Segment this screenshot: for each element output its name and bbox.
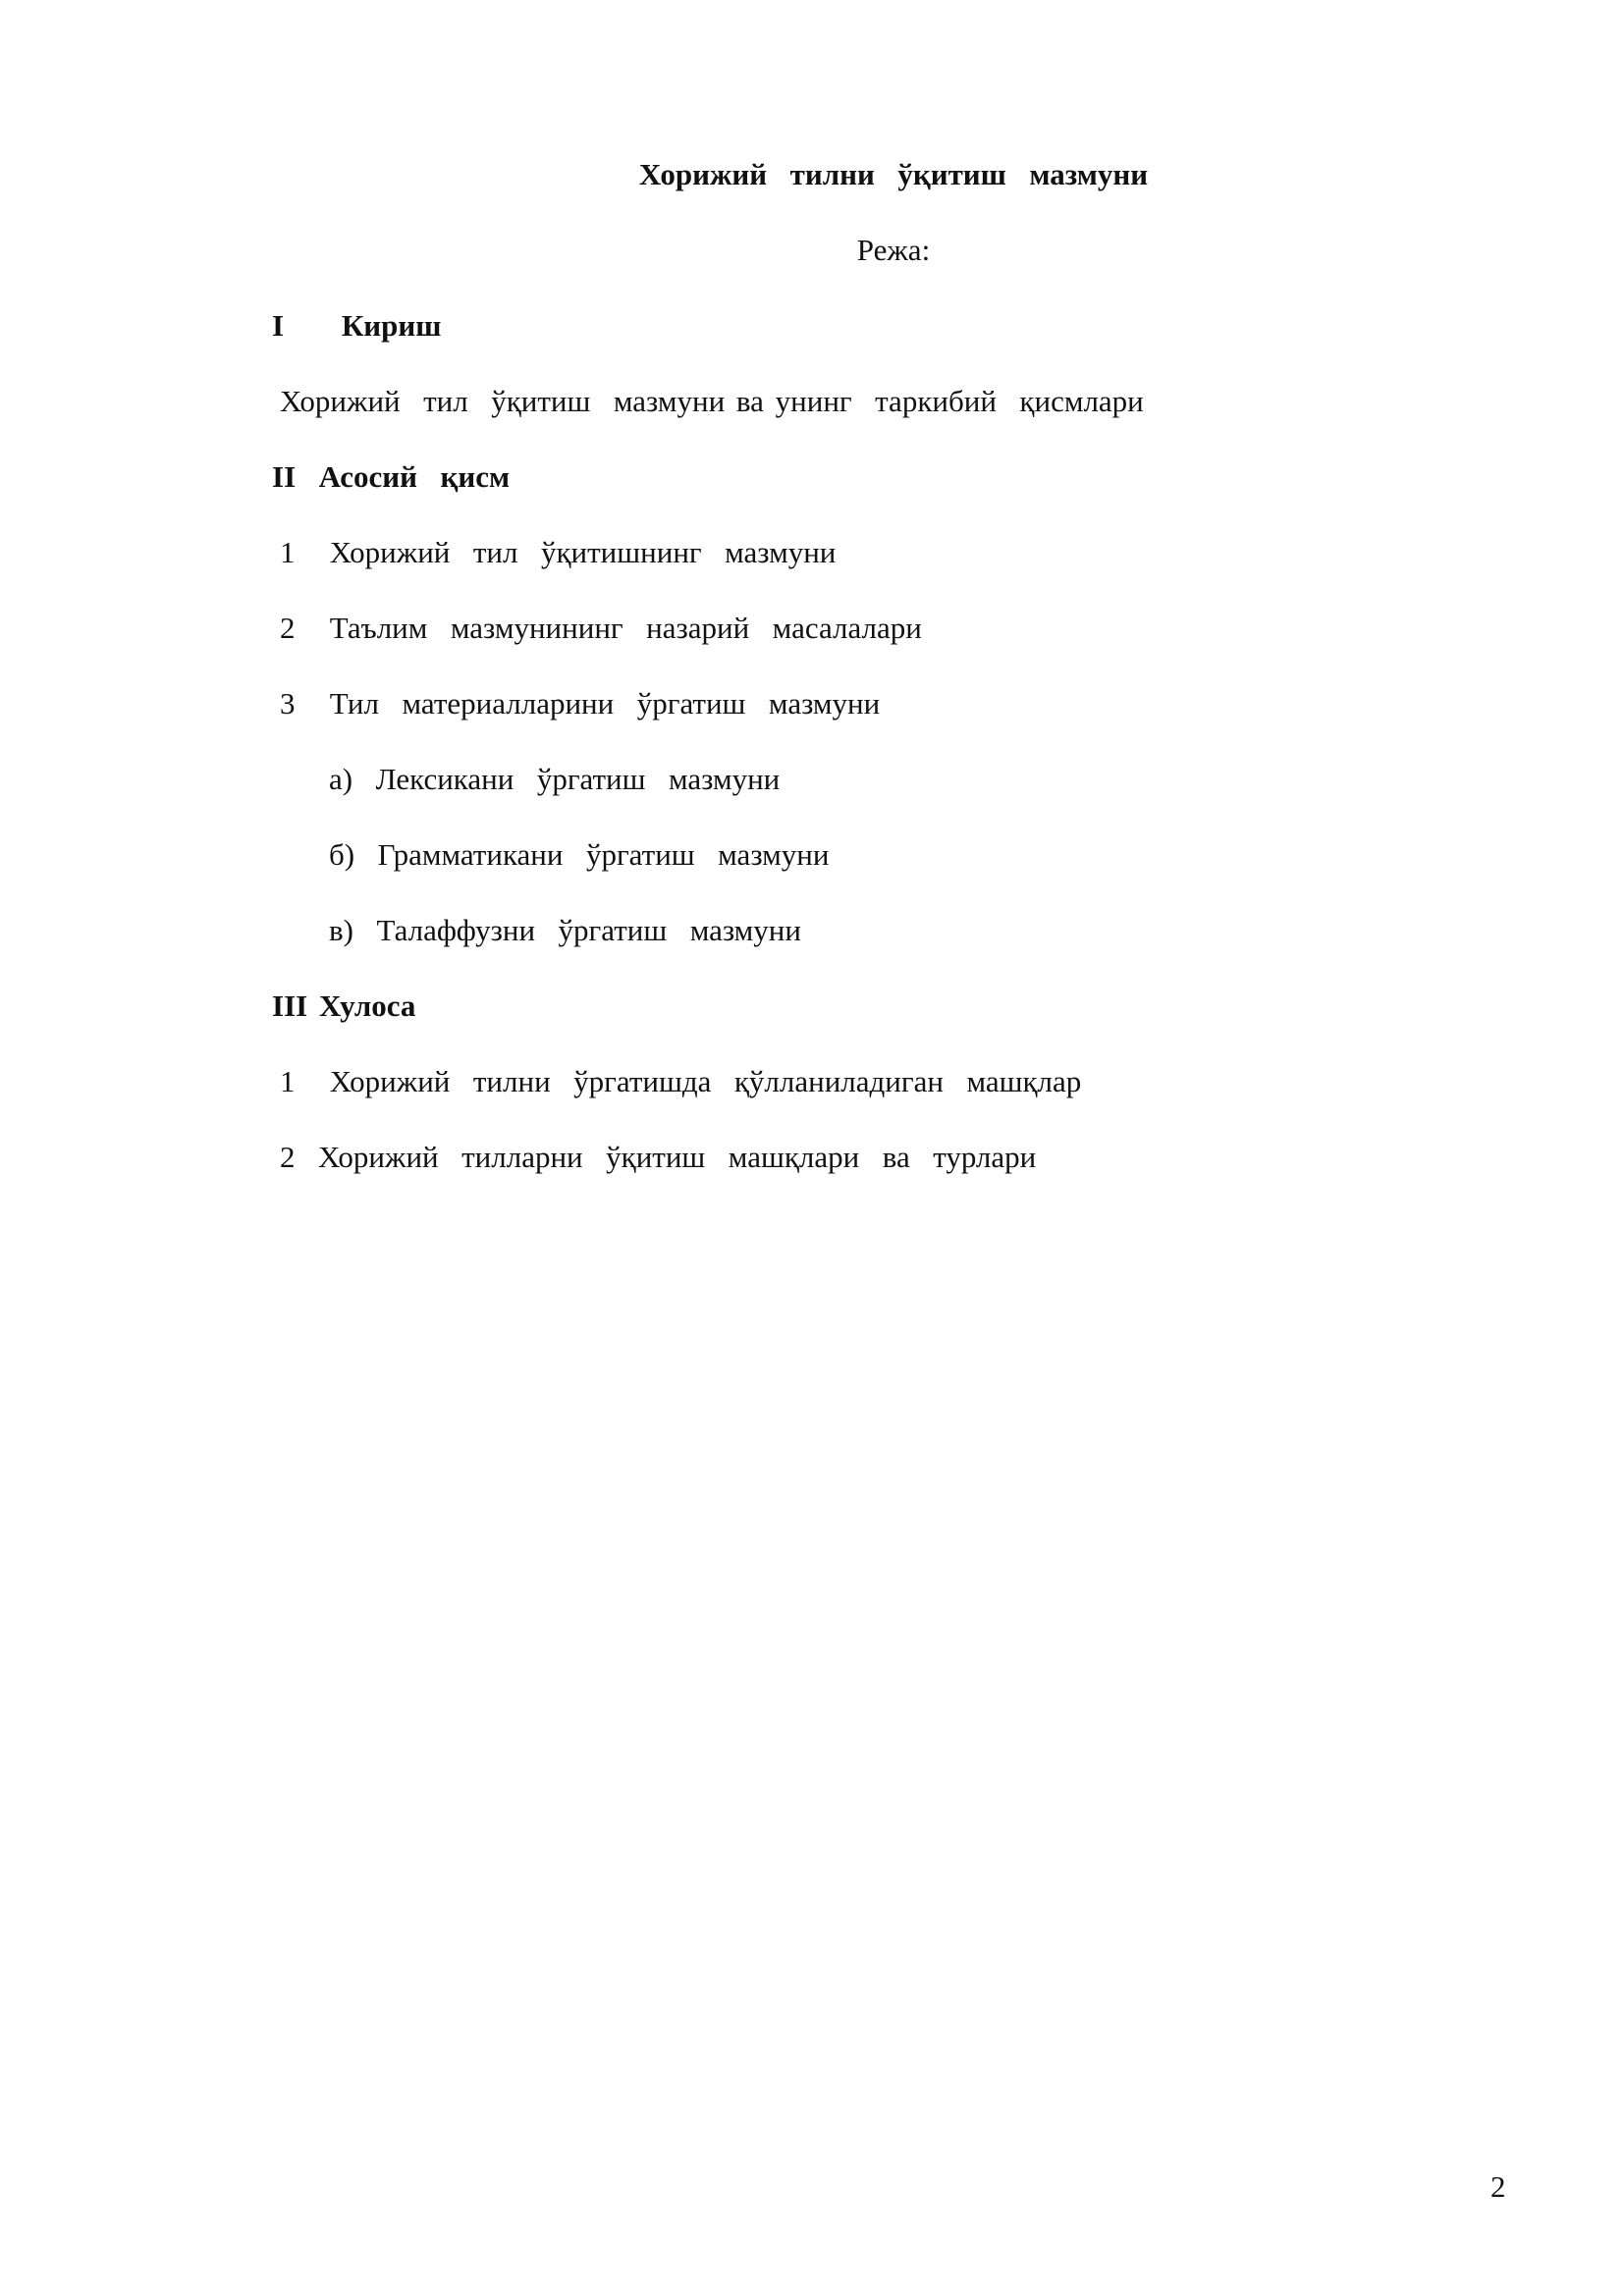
main-item-2: 2 Таълим мазмунининг назарий масалалари [280,611,922,645]
intro-line: Хорижий тил ўқитиш мазмуни ва унинг таркибий қисмлари [280,384,1144,418]
conclusion-item-2: 2 Хорижий тилларни ўқитиш машқлари ва турлари [280,1140,1037,1174]
page-number: 2 [1490,2169,1506,2204]
conclusion-item-1: 1 Хорижий тилни ўргатишда қўлланиладиган машқлар [280,1064,1082,1098]
plan-label: Режа: [856,233,931,267]
main-item-1: 1 Хорижий тил ўқитишнинг мазмуни [280,535,837,569]
sub-item-c: в) Талаффузни ўргатиш мазмуни [329,913,801,947]
document-title: Хорижий тилни ўқитиш мазмуни [638,157,1149,191]
sub-item-b: б) Грамматикани ўргатиш мазмуни [329,837,830,872]
section-heading-conclusion: III Хулоса [272,988,416,1023]
section-heading-intro: I Кириш [272,308,442,343]
main-item-3: 3 Тил материалларини ўргатиш мазмуни [280,686,881,721]
sub-item-a: а) Лексикани ўргатиш мазмуни [329,762,781,796]
section-heading-main: II Асосий қисм [272,459,511,494]
